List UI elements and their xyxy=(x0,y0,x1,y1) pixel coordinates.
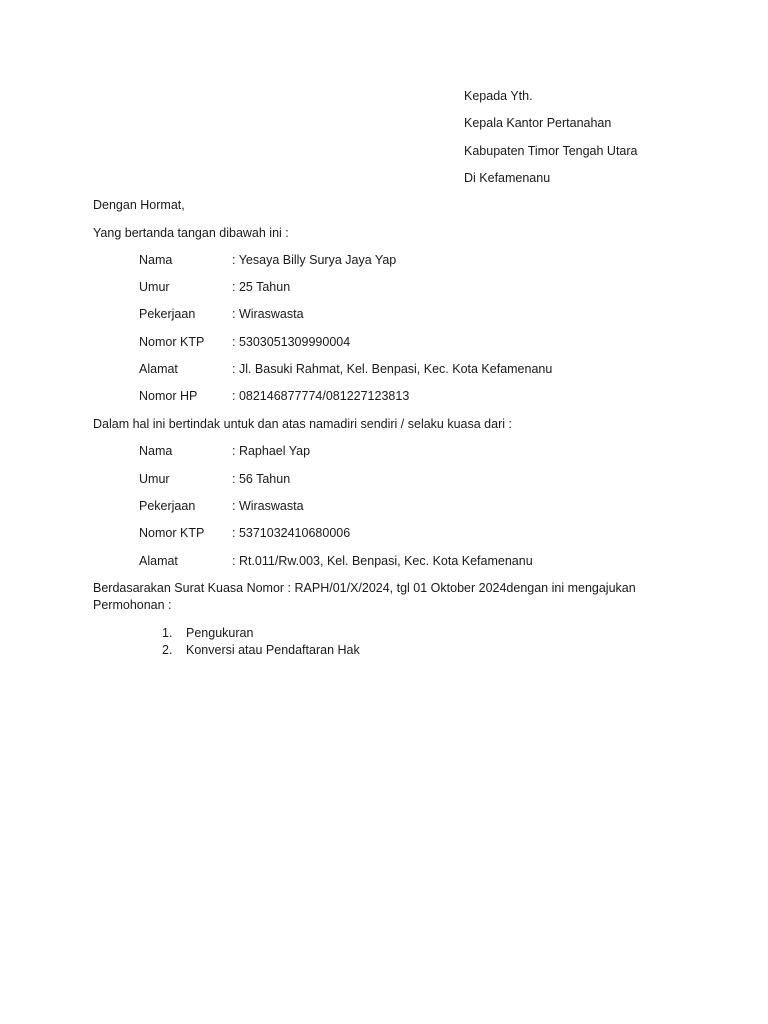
principal-occupation-value: : Wiraswasta xyxy=(232,499,304,513)
greeting: Dengan Hormat, xyxy=(93,198,185,212)
applicant-address-value: : Jl. Basuki Rahmat, Kel. Benpasi, Kec. Kota Kefamenanu xyxy=(232,362,553,376)
request-item-2: Konversi atau Pendaftaran Hak xyxy=(186,643,360,657)
addressee-line-4: Di Kefamenanu xyxy=(464,171,551,185)
request-number-2: 2. xyxy=(162,643,173,657)
principal-age-label: Umur xyxy=(139,472,170,486)
principal-name-label: Nama xyxy=(139,444,173,458)
principal-ktp-label: Nomor KTP xyxy=(139,526,205,540)
applicant-ktp-label: Nomor KTP xyxy=(139,335,205,349)
applicant-phone-value: : 082146877774/081227123813 xyxy=(232,389,410,403)
applicant-name-label: Nama xyxy=(139,253,173,267)
applicant-address-label: Alamat xyxy=(139,362,178,376)
applicant-occupation-value: : Wiraswasta xyxy=(232,307,304,321)
applicant-name-value: : Yesaya Billy Surya Jaya Yap xyxy=(232,253,397,267)
principal-name-value: : Raphael Yap xyxy=(232,444,311,458)
principal-occupation-label: Pekerjaan xyxy=(139,499,196,513)
addressee-line-1: Kepada Yth. xyxy=(464,89,533,103)
request-number-1: 1. xyxy=(162,626,173,640)
applicant-occupation-label: Pekerjaan xyxy=(139,307,196,321)
applicant-age-label: Umur xyxy=(139,280,170,294)
principal-address-label: Alamat xyxy=(139,554,178,568)
basis-paragraph: Berdasarakan Surat Kuasa Nomor : RAPH/01/X/2024, tgl 01 Oktober 2024dengan ini mengajukan Permohonan : xyxy=(93,581,636,612)
principal-ktp-value: : 5371032410680006 xyxy=(232,526,351,540)
addressee-line-3: Kabupaten Timor Tengah Utara xyxy=(464,144,638,158)
representation-text: Dalam hal ini bertindak untuk dan atas namadiri sendiri / selaku kuasa dari : xyxy=(93,417,512,431)
principal-address-value: : Rt.011/Rw.003, Kel. Benpasi, Kec. Kota Kefamenanu xyxy=(232,554,533,568)
addressee-line-2: Kepala Kantor Pertanahan xyxy=(464,116,612,130)
intro-text: Yang bertanda tangan dibawah ini : xyxy=(93,226,289,240)
applicant-age-value: : 25 Tahun xyxy=(232,280,291,294)
request-item-1: Pengukuran xyxy=(186,626,254,640)
principal-age-value: : 56 Tahun xyxy=(232,472,291,486)
applicant-phone-label: Nomor HP xyxy=(139,389,198,403)
applicant-ktp-value: : 5303051309990004 xyxy=(232,335,351,349)
